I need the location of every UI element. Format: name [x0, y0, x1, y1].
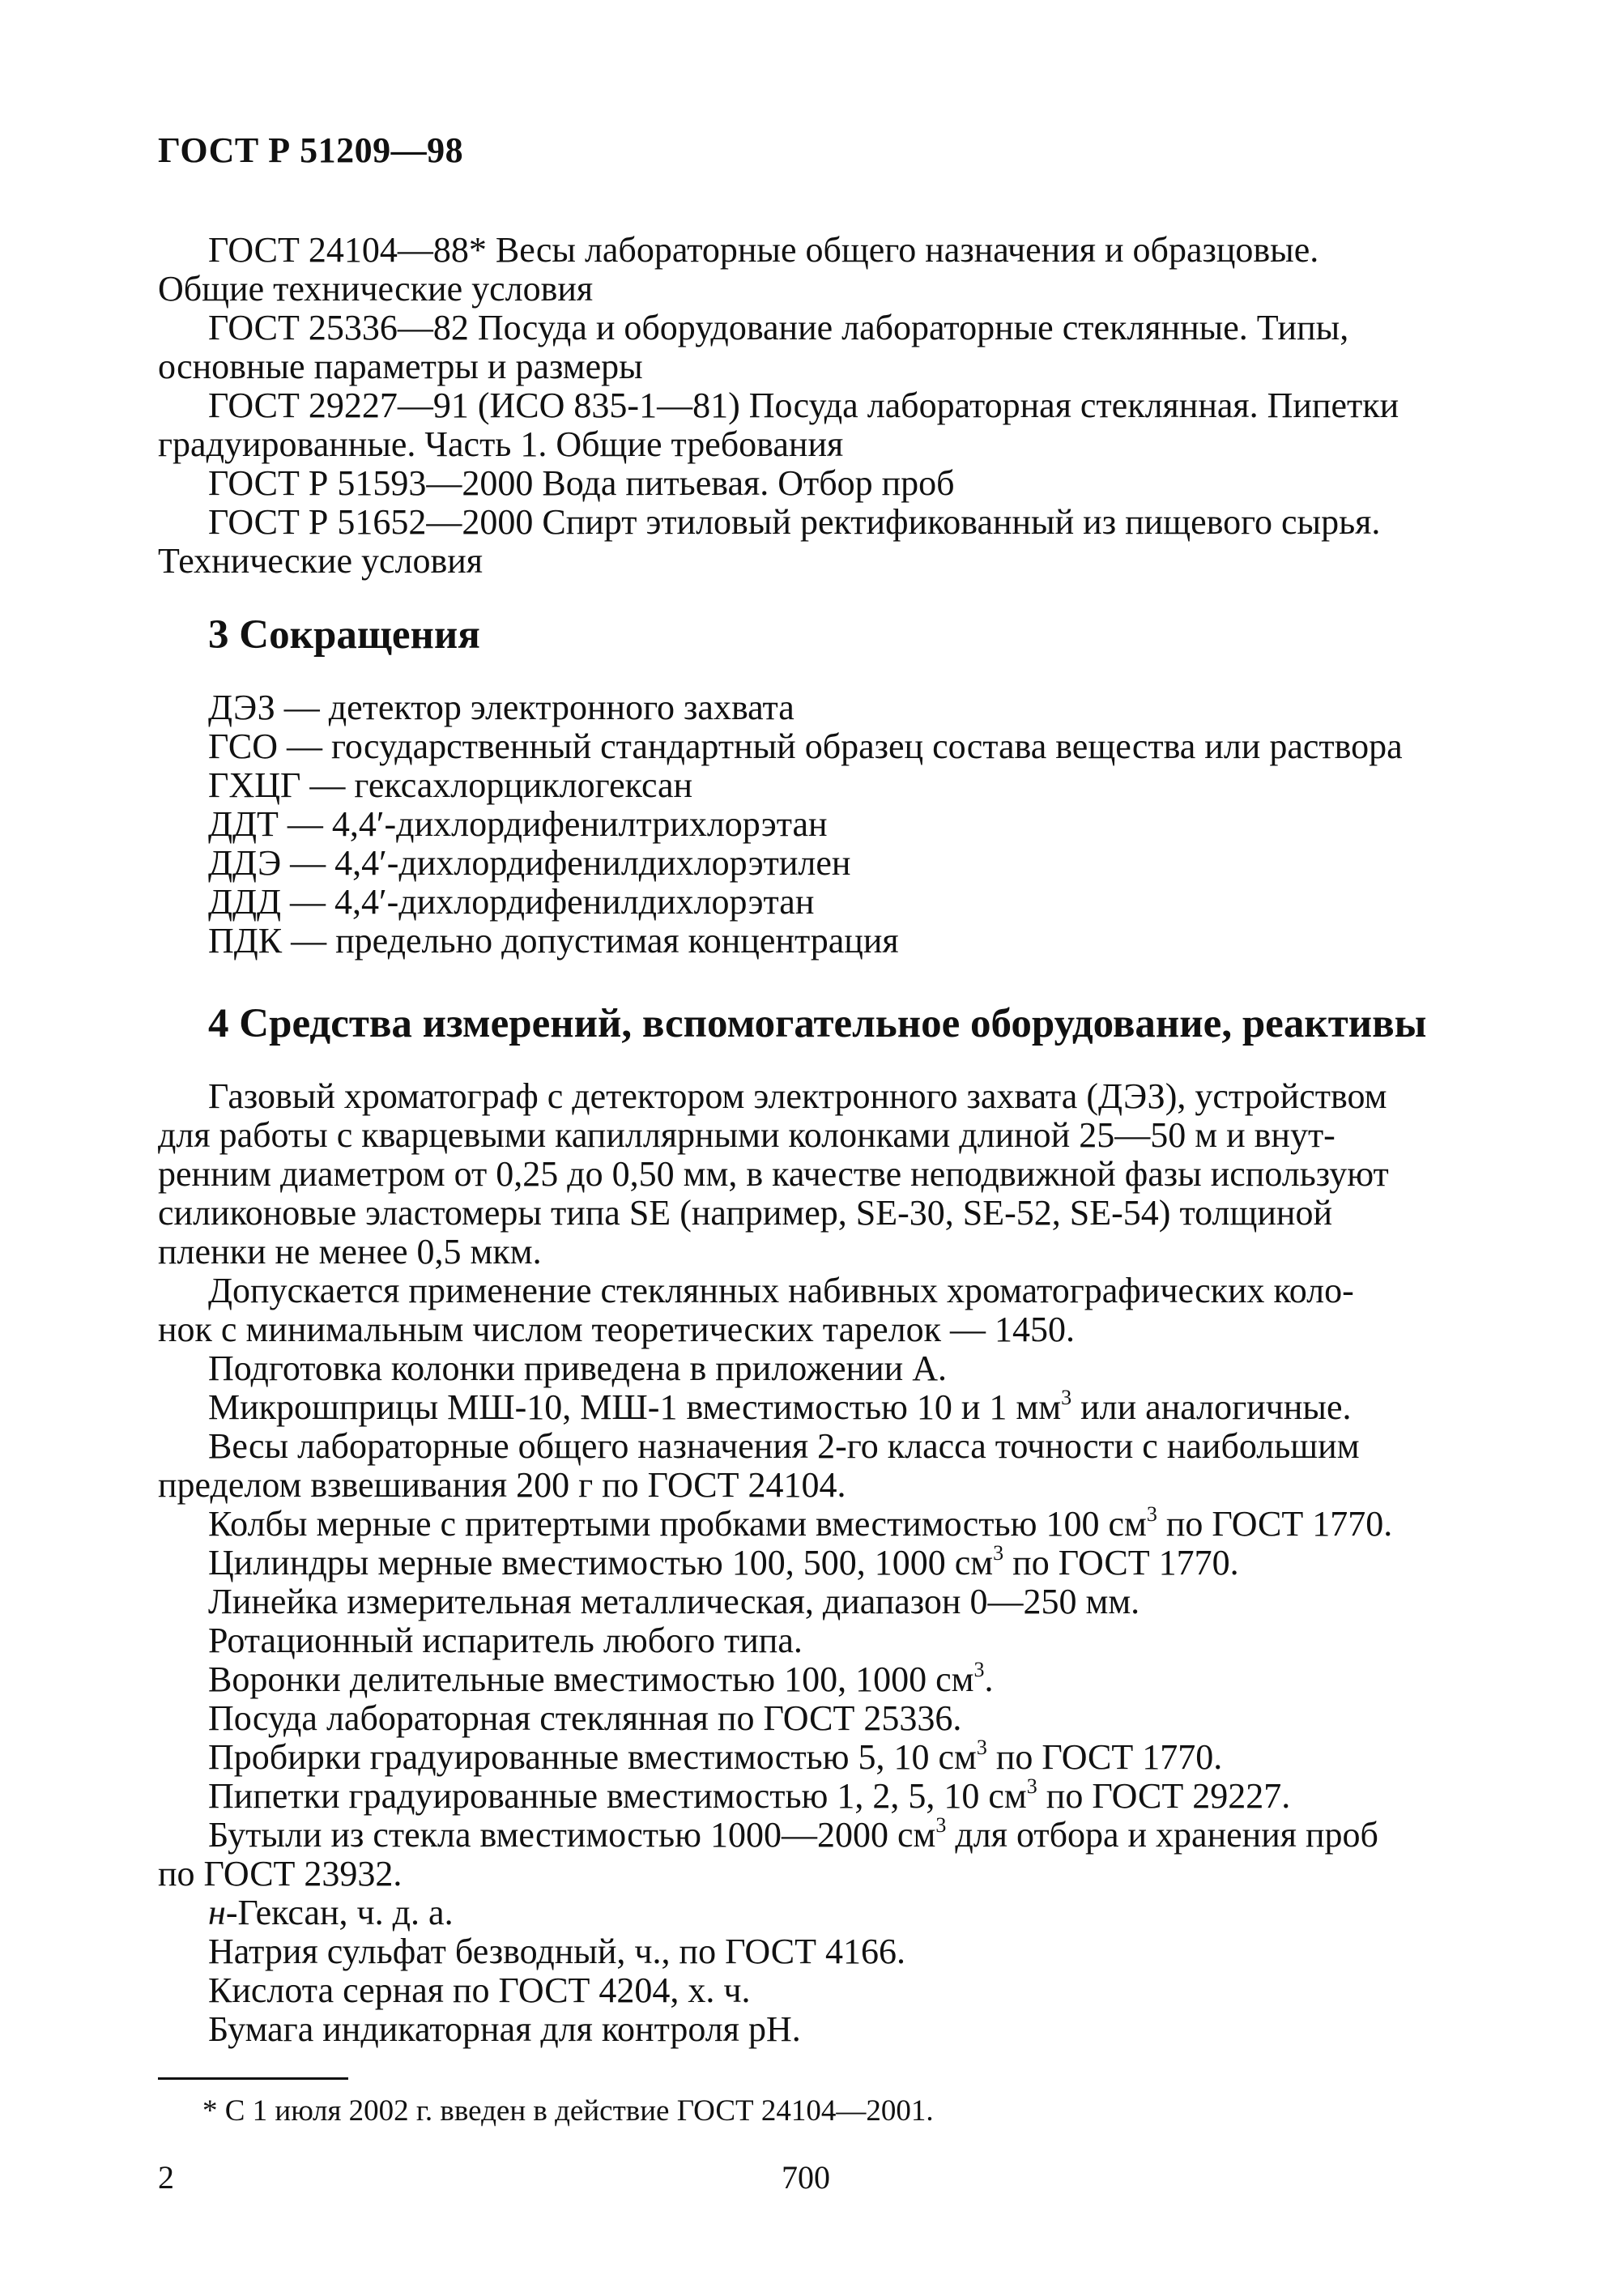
paragraph: Подготовка колонки приведена в приложении А. [208, 1348, 947, 1388]
footnote-divider [158, 2077, 348, 2080]
paragraph: Ротационный испаритель любого типа. [208, 1621, 803, 1660]
paragraph: Натрия сульфат безводный, ч., по ГОСТ 4166. [208, 1932, 905, 1971]
reference-item: ГОСТ Р 51652—2000 Спирт этиловый ректификованный из пищевого сырья. Технические условия [158, 502, 1381, 581]
paragraph: Колбы мерные с притертыми пробками вместимостью 100 $см^3$ по ГОСТ 1770. [208, 1502, 1393, 1544]
paragraph: Микрошприцы МШ-10, МШ-1 вместимостью 10 и 1 $мм^3$ или аналогичные. [208, 1386, 1352, 1427]
abbreviations-list [158, 688, 1450, 961]
abbreviation-item: ГСО — государственный стандартный образец состава вещества или раствора [208, 726, 1403, 766]
abbreviation-item: ДЭЗ — детектор электронного захвата [208, 688, 794, 727]
section-4-body [158, 1077, 1450, 2049]
abbreviation-item: ПДК — предельно допустимая концентрация [208, 921, 899, 961]
paragraph: Бумага индикаторная для контроля рН. [208, 2009, 801, 2049]
section-3-title: 3 Сокращения [208, 612, 480, 658]
reference-item: ГОСТ Р 51593—2000 Вода питьевая. Отбор проб [208, 463, 955, 503]
paragraph: Пипетки градуированные вместимостью 1, 2, 5, 10 $см^3$ по ГОСТ 29227. [208, 1774, 1291, 1816]
sheet-number: 700 [782, 2159, 830, 2196]
paragraph: Пробирки градуированные вместимостью 5, 10 $см^3$ по ГОСТ 1770. [208, 1736, 1223, 1777]
references-list [158, 231, 1450, 581]
paragraph: Допускается применение стеклянных набивных хроматографических коло- нок с минимальным числом теоретических тарелок — 1450. [158, 1271, 1354, 1349]
abbreviation-item: ДДЭ — 4,4′-дихлордифенилдихлорэтилен [208, 843, 851, 883]
abbreviation-item: ДДТ — 4,4′-дихлордифенилтрихлорэтан [208, 804, 828, 844]
paragraph: Бутыли из стекла вместимостью 1000—2000 $см^3$ для отбора и хранения проб по ГОСТ 23932. [158, 1813, 1378, 1893]
paragraph: Газовый хроматограф с детектором электронного захвата (ДЭЗ), устройством для работы с кварцевыми капиллярными колонками длиной 25—50 м и внут- ренним диаметром от 0,25 до 0,50 мм, в качестве неподвижной фазы используют силиконовые эластомеры типа SE (например, SE-30, SE-52, SE-54) толщиной пленки не менее 0,5 мкм. [158, 1076, 1389, 1272]
paragraph: Воронки делительные вместимостью 100, 1000 $см^3$. [208, 1658, 994, 1699]
reference-item: ГОСТ 25336—82 Посуда и оборудование лабораторные стеклянные. Типы, основные параметры и размеры [158, 308, 1349, 386]
abbreviation-item: ДДД — 4,4′-дихлордифенилдихлорэтан [208, 882, 815, 922]
document-header: ГОСТ Р 51209—98 [158, 130, 464, 170]
section-4-title: 4 Средства измерений, вспомогательное оборудование, реактивы [208, 1001, 1427, 1046]
abbreviation-item: ГХЦГ — гексахлорциклогексан [208, 765, 693, 805]
paragraph: Линейка измерительная металлическая, диапазон 0—250 мм. [208, 1582, 1140, 1621]
paragraph: Посуда лабораторная стеклянная по ГОСТ 25336. [208, 1698, 962, 1738]
footnote: * С 1 июля 2002 г. введен в действие ГОСТ 24104—2001. [202, 2094, 934, 2128]
reference-item: ГОСТ 29227—91 (ИСО 835-1—81) Посуда лабораторная стеклянная. Пипетки градуированные. Часть 1. Общие требования [158, 386, 1399, 464]
paragraph: Весы лабораторные общего назначения 2-го класса точности с наибольшим пределом взвешивания 200 г по ГОСТ 24104. [158, 1426, 1360, 1505]
reference-item: ГОСТ 24104—88* Весы лабораторные общего назначения и образцовые. Общие технические условия [158, 230, 1319, 309]
paragraph: Кислота серная по ГОСТ 4204, х. ч. [208, 1970, 751, 2010]
paragraph: Цилиндры мерные вместимостью 100, 500, 1000 $см^3$ по ГОСТ 1770. [208, 1541, 1239, 1582]
section-instruments [158, 1001, 1450, 1046]
section-abbreviations [158, 612, 1450, 658]
paragraph: н-Гексан, ч. д. а. [208, 1893, 454, 1932]
page-number: 2 [158, 2159, 174, 2196]
